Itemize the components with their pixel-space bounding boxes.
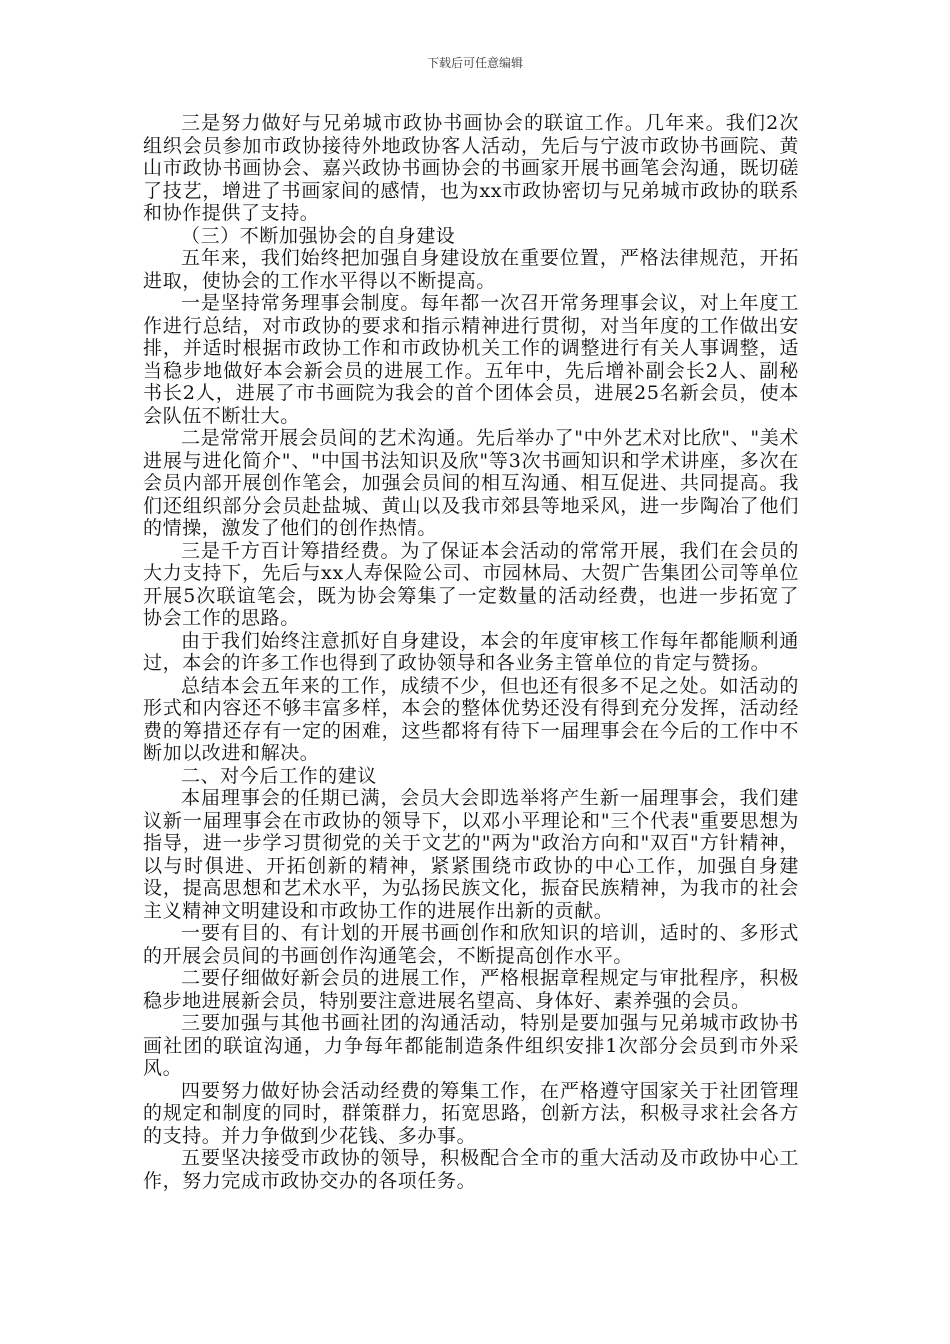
- paragraph: 五要坚决接受市政协的领导，积极配合全市的重大活动及市政协中心工作，努力完成市政协交办的各项任务。: [143, 1147, 799, 1192]
- paragraph: 二是常常开展会员间的艺术沟通。先后举办了"中外艺术对比欣"、"美术进展与进化简介"、"中国书法知识及欣"等3次书画知识和学术讲座，多次在会员内部开展创作笔会，加强会员间的相互沟通、相互促进、共同提高。我们还组织部分会员赴盐城、黄山以及我市郊县等地采风，进一步陶冶了他们的情操，激发了他们的创作热情。: [143, 427, 799, 539]
- paragraph: 一是坚持常务理事会制度。每年都一次召开常务理事会议，对上年度工作进行总结，对市政协的要求和指示精神进行贯彻，对当年度的工作做出安排，并适时根据市政协工作和市政协机关工作的调整进行有关人事调整，适当稳步地做好本会新会员的进展工作。五年中，先后增补副会长2人、副秘书长2人，进展了市书画院为我会的首个团体会员，进展25名新会员，使本会队伍不断壮大。: [143, 292, 799, 427]
- document-body: [143, 112, 799, 1192]
- paragraph: 总结本会五年来的工作，成绩不少，但也还有很多不足之处。如活动的形式和内容还不够丰富多样，本会的整体优势还没有得到充分发挥，活动经费的筹措还存有一定的困难，这些都将有待下一届理事会在今后的工作中不断加以改进和解决。: [143, 674, 799, 764]
- section-heading: （三）不断加强协会的自身建设: [181, 224, 456, 247]
- paragraph: 四要努力做好协会活动经费的筹集工作，在严格遵守国家关于社团管理的规定和制度的同时，群策群力，拓宽思路，创新方法，积极寻求社会各方的支持。并力争做到少花钱、多办事。: [143, 1079, 799, 1147]
- paragraph: 三是努力做好与兄弟城市政协书画协会的联谊工作。几年来。我们2次组织会员参加市政协接待外地政协客人活动，先后与宁波市政协书画院、黄山市政协书画协会、嘉兴政协书画协会的书画家开展书画笔会沟通，既切磋了技艺，增进了书画家间的感情，也为xx市政协密切与兄弟城市政协的联系和协作提供了支持。: [143, 112, 799, 224]
- paragraph: 三要加强与其他书画社团的沟通活动，特别是要加强与兄弟城市政协书画社团的联谊沟通，力争每年都能制造条件组织安排1次部分会员到市外采风。: [143, 1012, 799, 1079]
- page-header: 下载后可任意编辑: [426, 56, 523, 70]
- paragraph: 本届理事会的任期已满，会员大会即选举将产生新一届理事会，我们建议新一届理事会在市政协的领导下，以邓小平理论和"三个代表"重要思想为指导，进一步学习贯彻党的关于文艺的"两为"政治方向和"双百"方针精神，以与时俱进、开拓创新的精神，紧紧围绕市政协的中心工作，加强自身建设，提高思想和艺术水平，为弘扬民族文化，振奋民族精神，为我市的社会主义精神文明建设和市政协工作的进展作出新的贡献。: [143, 787, 799, 922]
- paragraph: 二要仔细做好新会员的进展工作，严格根据章程规定与审批程序，积极稳步地进展新会员，特别要注意进展名望高、身体好、素养强的会员。: [143, 967, 799, 1012]
- paragraph: 由于我们始终注意抓好自身建设，本会的年度审核工作每年都能顺利通过，本会的许多工作也得到了政协领导和各业务主管单位的肯定与赞扬。: [143, 629, 799, 674]
- section-heading: 二、对今后工作的建议: [181, 764, 378, 787]
- paragraph: 三是千方百计筹措经费。为了保证本会活动的常常开展，我们在会员的大力支持下，先后与xx人寿保险公司、市园林局、大贺广告集团公司等单位开展5次联谊笔会，既为协会筹集了一定数量的活动经费，也进一步拓宽了协会工作的思路。: [143, 539, 799, 629]
- paragraph: 五年来，我们始终把加强自身建设放在重要位置，严格法律规范，开拓进取，使协会的工作水平得以不断提高。: [143, 247, 799, 292]
- paragraph: 一要有目的、有计划的开展书画创作和欣知识的培训，适时的、多形式的开展会员间的书画创作沟通笔会，不断提高创作水平。: [143, 922, 799, 967]
